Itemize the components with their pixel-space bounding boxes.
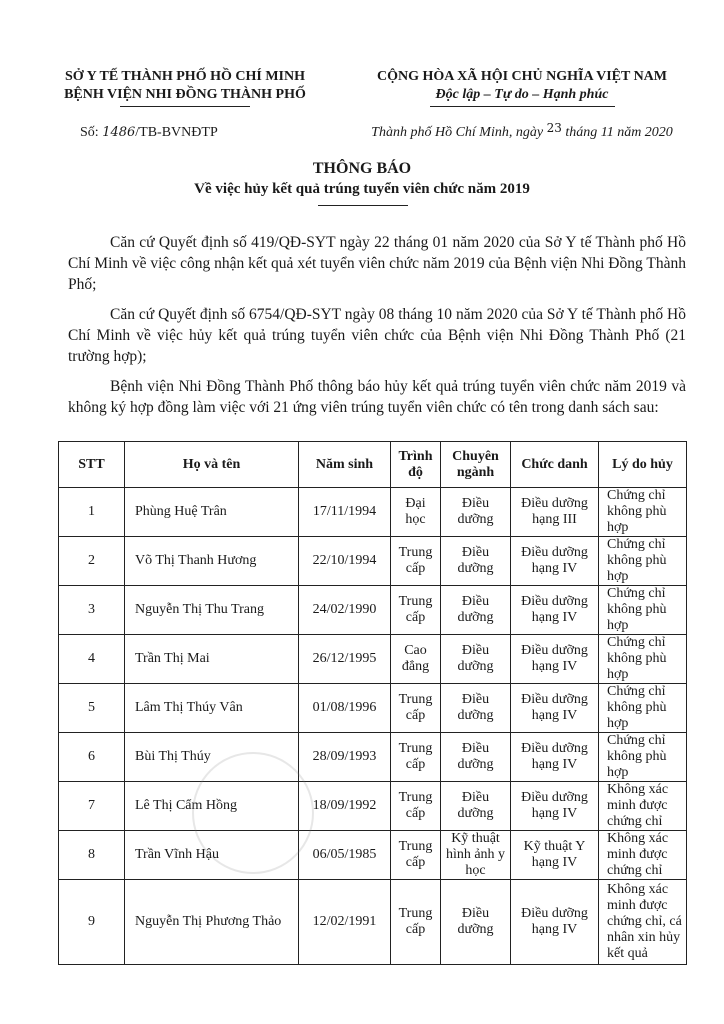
table-row — [59, 782, 687, 831]
cell-name: Phùng Huệ Trân — [125, 488, 299, 537]
cell-title: Điều dưỡng hạng IV — [511, 635, 599, 684]
cell-reason: Chứng chỉ không phù hợp — [599, 586, 687, 635]
cell-title: Điều dưỡng hạng IV — [511, 684, 599, 733]
document-number-handwritten: 1486 — [102, 125, 136, 140]
cell-specialty: Điều dưỡng — [441, 488, 511, 537]
title-underline — [318, 205, 408, 206]
cell-name: Lê Thị Cẩm Hồng — [125, 782, 299, 831]
cell-specialty: Điều dưỡng — [441, 635, 511, 684]
cell-specialty: Điều dưỡng — [441, 782, 511, 831]
cell-level: Cao đẳng — [391, 635, 441, 684]
cell-title: Điều dưỡng hạng IV — [511, 782, 599, 831]
issuer-department: SỞ Y TẾ THÀNH PHỐ HỒ CHÍ MINH — [65, 69, 305, 84]
cell-stt: 2 — [59, 537, 125, 586]
cell-stt: 8 — [59, 831, 125, 880]
cell-specialty: Điều dưỡng — [441, 586, 511, 635]
cell-specialty: Điều dưỡng — [441, 733, 511, 782]
header-specialty: Chuyên ngành — [441, 442, 511, 488]
cell-title: Kỹ thuật Y hạng IV — [511, 831, 599, 880]
cell-level: Trung cấp — [391, 537, 441, 586]
cell-specialty: Điều dưỡng — [441, 684, 511, 733]
motto-underline — [430, 106, 615, 107]
national-motto: Độc lập – Tự do – Hạnh phúc — [435, 87, 609, 102]
cell-reason: Chứng chỉ không phù hợp — [599, 733, 687, 782]
candidate-table — [58, 441, 687, 965]
cell-birth-date: 17/11/1994 — [299, 488, 391, 537]
header-cancel-reason: Lý do hủy — [599, 442, 687, 488]
issuer-block — [40, 68, 330, 107]
table-row — [59, 635, 687, 684]
table-row — [59, 733, 687, 782]
table-row — [59, 488, 687, 537]
header-education-level: Trình độ — [391, 442, 441, 488]
cell-name: Trần Vĩnh Hậu — [125, 831, 299, 880]
paragraph-legal-basis-1: Căn cứ Quyết định số 419/QĐ-SYT ngày 22 tháng 01 năm 2020 của Sở Y tế Thành phố Hồ Chí Minh về việc công nhận kết quả xét tuyển viên chức năm 2019 của Bệnh viện Nhi Đồng Thành Phố; — [68, 234, 686, 293]
header-full-name: Họ và tên — [125, 442, 299, 488]
cell-reason: Chứng chỉ không phù hợp — [599, 684, 687, 733]
document-title: THÔNG BÁO — [312, 160, 412, 177]
document-body — [68, 232, 686, 427]
document-date — [352, 121, 692, 141]
cell-stt: 6 — [59, 733, 125, 782]
cell-stt: 4 — [59, 635, 125, 684]
document-number-prefix: Số: — [80, 125, 103, 140]
national-motto-block — [352, 68, 692, 107]
cell-name: Võ Thị Thanh Hương — [125, 537, 299, 586]
table-row — [59, 684, 687, 733]
cell-title: Điều dưỡng hạng IV — [511, 880, 599, 965]
cell-level: Trung cấp — [391, 733, 441, 782]
cell-stt: 9 — [59, 880, 125, 965]
table-header-row — [59, 442, 687, 488]
cell-title: Điều dưỡng hạng IV — [511, 537, 599, 586]
cell-reason: Không xác minh được chứng chỉ, cá nhân xin hủy kết quả — [599, 880, 687, 965]
cell-level: Trung cấp — [391, 880, 441, 965]
cell-reason: Không xác minh được chứng chỉ — [599, 831, 687, 880]
header-stt: STT — [59, 442, 125, 488]
cell-title: Điều dưỡng hạng IV — [511, 733, 599, 782]
cell-specialty: Điều dưỡng — [441, 880, 511, 965]
cell-level: Trung cấp — [391, 684, 441, 733]
cell-birth-date: 26/12/1995 — [299, 635, 391, 684]
cell-level: Trung cấp — [391, 586, 441, 635]
cell-stt: 1 — [59, 488, 125, 537]
cell-stt: 5 — [59, 684, 125, 733]
document-number-suffix: /TB-BVNĐTP — [135, 125, 218, 140]
document-date-prefix: Thành phố Hồ Chí Minh, ngày — [371, 125, 547, 140]
document-date-suffix: tháng 11 năm 2020 — [561, 125, 673, 140]
header-birth-date: Năm sinh — [299, 442, 391, 488]
country-name: CỘNG HÒA XÃ HỘI CHỦ NGHĨA VIỆT NAM — [376, 69, 667, 84]
cell-specialty: Điều dưỡng — [441, 537, 511, 586]
cell-birth-date: 01/08/1996 — [299, 684, 391, 733]
cell-name: Trần Thị Mai — [125, 635, 299, 684]
cell-birth-date: 28/09/1993 — [299, 733, 391, 782]
cell-name: Nguyễn Thị Thu Trang — [125, 586, 299, 635]
cell-title: Điều dưỡng hạng III — [511, 488, 599, 537]
cell-birth-date: 22/10/1994 — [299, 537, 391, 586]
table-row — [59, 586, 687, 635]
cell-name: Nguyễn Thị Phương Thảo — [125, 880, 299, 965]
cell-stt: 3 — [59, 586, 125, 635]
paragraph-announcement: Bệnh viện Nhi Đồng Thành Phố thông báo hủy kết quả trúng tuyển viên chức năm 2019 và không ký hợp đồng làm việc với 21 ứng viên trúng tuyển viên chức có tên trong danh sách sau: — [68, 378, 686, 416]
cell-reason: Không xác minh được chứng chỉ — [599, 782, 687, 831]
table-row — [59, 831, 687, 880]
cell-level: Trung cấp — [391, 831, 441, 880]
cell-name: Lâm Thị Thúy Vân — [125, 684, 299, 733]
cell-specialty: Kỹ thuật hình ảnh y học — [441, 831, 511, 880]
cell-level: Trung cấp — [391, 782, 441, 831]
cell-title: Điều dưỡng hạng IV — [511, 586, 599, 635]
table-row — [59, 880, 687, 965]
header-job-title: Chức danh — [511, 442, 599, 488]
document-number — [80, 125, 218, 141]
cell-reason: Chứng chỉ không phù hợp — [599, 635, 687, 684]
issuer-underline — [120, 106, 250, 107]
document-subtitle: Về việc hủy kết quả trúng tuyển viên chức năm 2019 — [194, 181, 530, 197]
cell-reason: Chứng chỉ không phù hợp — [599, 488, 687, 537]
cell-birth-date: 24/02/1990 — [299, 586, 391, 635]
cell-name: Bùi Thị Thúy — [125, 733, 299, 782]
cell-level: Đại học — [391, 488, 441, 537]
cell-birth-date: 06/05/1985 — [299, 831, 391, 880]
cell-birth-date: 12/02/1991 — [299, 880, 391, 965]
cell-reason: Chứng chỉ không phù hợp — [599, 537, 687, 586]
table-row — [59, 537, 687, 586]
cell-stt: 7 — [59, 782, 125, 831]
issuer-hospital: BỆNH VIỆN NHI ĐỒNG THÀNH PHỐ — [64, 87, 306, 102]
cell-birth-date: 18/09/1992 — [299, 782, 391, 831]
document-date-day: 23 — [546, 121, 562, 135]
paragraph-legal-basis-2: Căn cứ Quyết định số 6754/QĐ-SYT ngày 08 tháng 10 năm 2020 của Sở Y tế Thành phố Hồ Chí Minh về việc hủy kết quả trúng tuyển viên chức của Bệnh viện Nhi Đồng Thành Phố (21 trường hợp); — [68, 306, 686, 365]
